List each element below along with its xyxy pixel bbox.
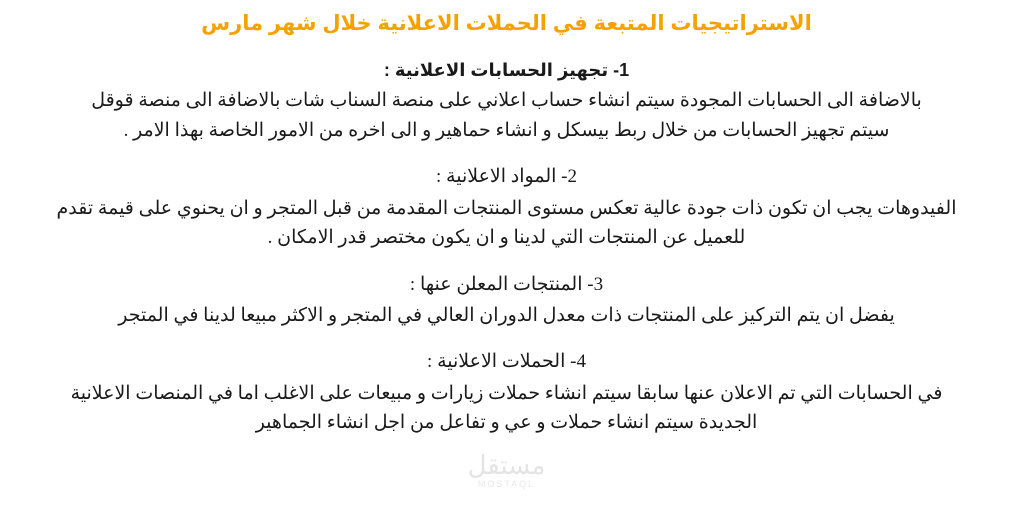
watermark <box>432 452 582 489</box>
section-2 <box>14 163 999 252</box>
section-2-line-2: للعميل عن المنتجات التي لدينا و ان يكون مختصر قدر الامكان . <box>267 227 746 249</box>
section-1-heading: 1- تجهيز الحسابات الاعلانية : <box>383 60 630 81</box>
section-1-line-1: بالاضافة الى الحسابات المجودة سيتم انشاء حساب اعلاني على منصة السناب شات بالاضافة الى منصة قوقل <box>91 90 922 112</box>
section-3 <box>14 271 999 331</box>
section-4 <box>14 348 999 437</box>
section-2-line-1: الفيدوهات يجب ان تكون ذات جودة عالية تعكس مستوى المنتجات المقدمة من قبل المتجر و ان يحنوي على قيمة تقدم <box>56 197 957 219</box>
section-3-heading: 3- المنتجات المعلن عنها : <box>409 273 604 295</box>
section-1-body <box>14 86 999 145</box>
section-2-body <box>14 194 999 253</box>
section-3-line-1: يفضل ان يتم التركيز على المنتجات ذات معدل الدوران العالي في المتجر و الاكثر مبيعا لدينا في المتجر <box>118 305 895 327</box>
section-4-line-2: الجديدة سيتم انشاء حملات و عي و تفاعل من اجل انشاء الجماهير <box>255 412 758 434</box>
page-title: الاستراتيجيات المتبعة في الحملات الاعلانية خلال شهر مارس <box>201 12 812 35</box>
section-1 <box>14 57 999 145</box>
section-3-body <box>14 301 999 330</box>
section-4-line-1: في الحسابات التي تم الاعلان عنها سابقا سيتم انشاء حملات زيارات و مبيعات على الاغلب اما في المنصات الاعلانية <box>70 382 943 404</box>
watermark-main-text: مستقل <box>467 450 546 480</box>
watermark-sub-text: MOSTAQL <box>477 479 536 489</box>
section-4-body <box>14 379 999 438</box>
section-2-heading: 2- المواد الاعلانية : <box>436 166 577 188</box>
section-1-line-2: سيتم تجهيز الحسابات من خلال ربط بيسكل و انشاء حماهير و الى اخره من الامور الخاصة بهذا الامر . <box>123 119 890 141</box>
section-4-heading: 4- الحملات الاعلانية : <box>427 351 586 373</box>
